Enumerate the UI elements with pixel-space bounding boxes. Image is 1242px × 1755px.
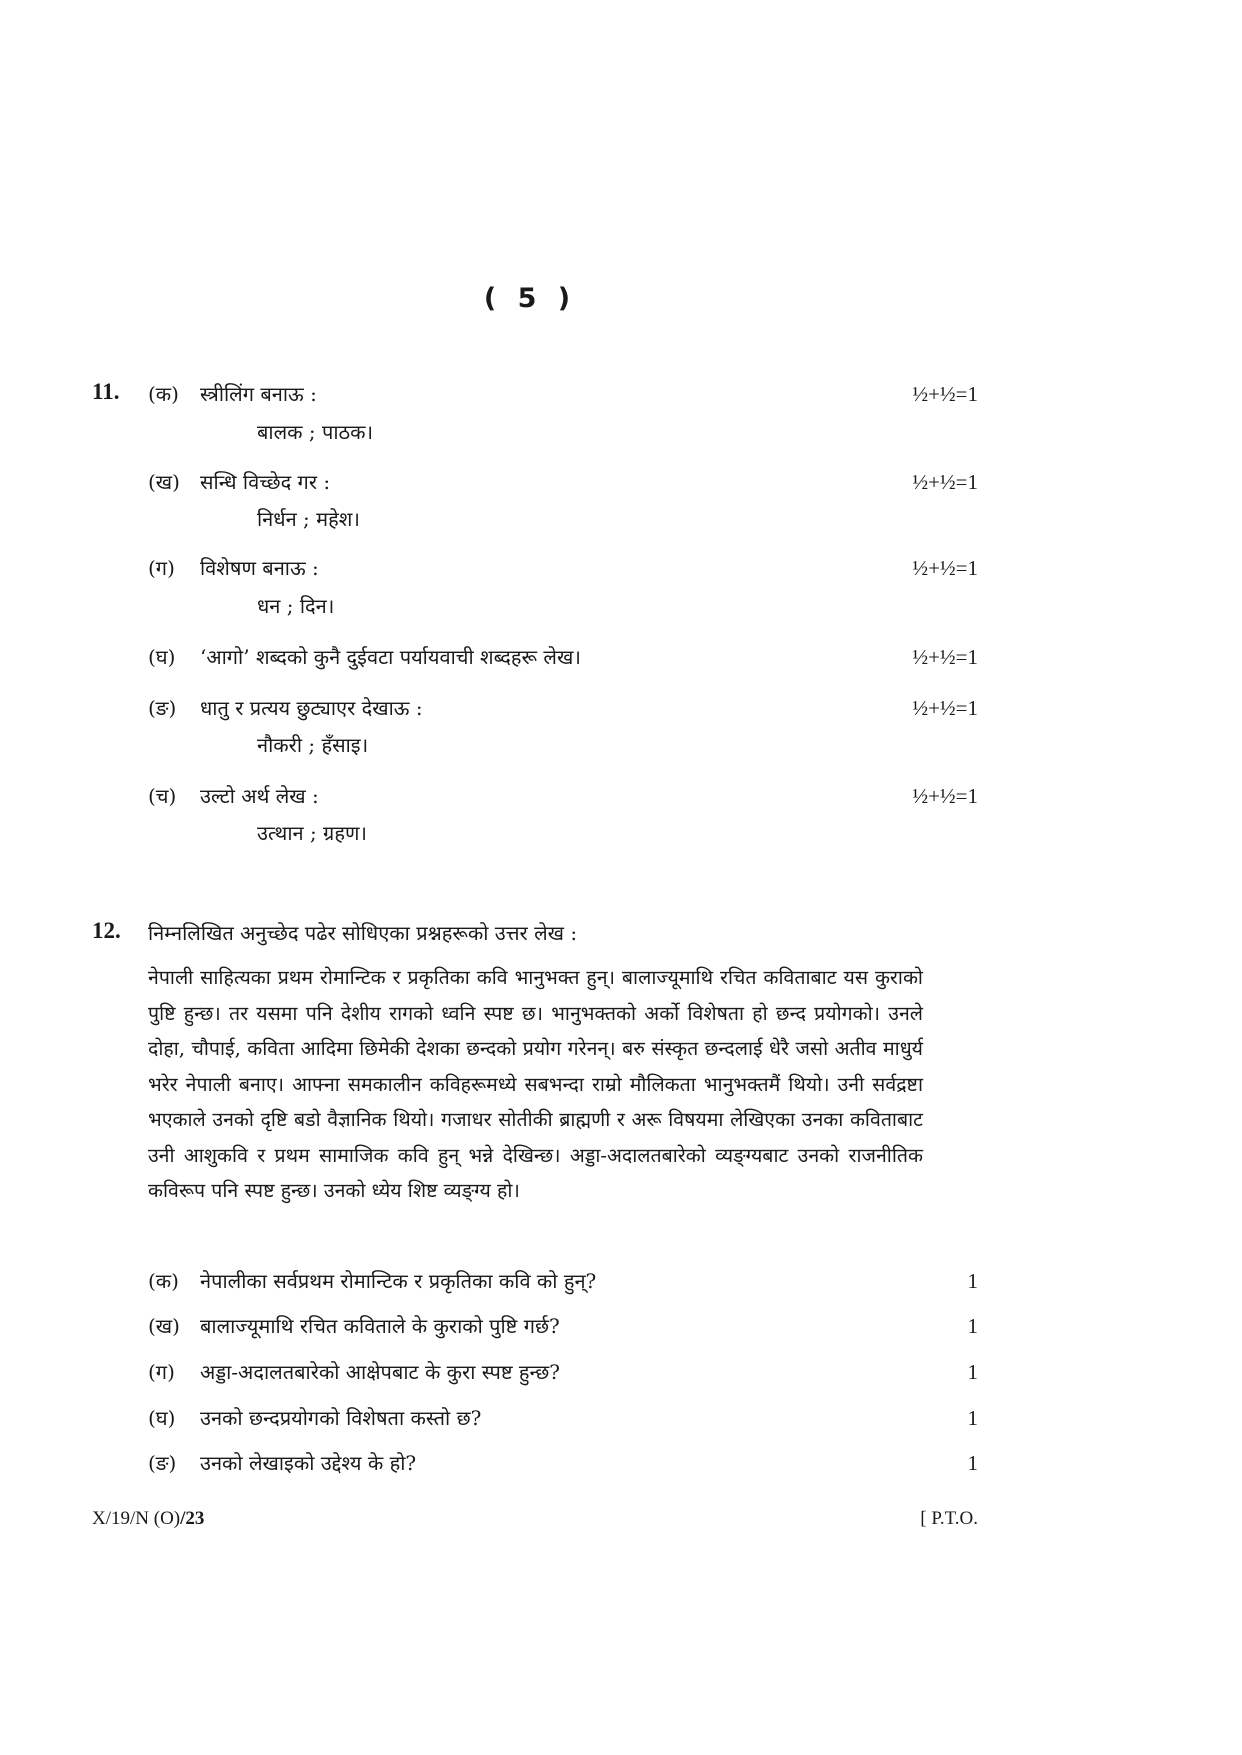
q11-item-cha-sub: उत्थान ; ग्रहण। — [257, 821, 367, 845]
question-marks: 1 — [967, 1451, 978, 1475]
question-text: उनको लेखाइको उद्देश्य के हो? — [200, 1451, 417, 1475]
paper-code-prefix: X/19/N (O) — [92, 1508, 181, 1529]
item-label: (घ) — [148, 645, 176, 669]
paper-code — [92, 1508, 204, 1530]
question-text: उनको छन्दप्रयोगको विशेषता कस्तो छ? — [200, 1406, 482, 1430]
item-label: (ग) — [148, 556, 175, 580]
item-marks: ½+½=1 — [912, 696, 978, 720]
question-label: (घ) — [148, 1406, 176, 1430]
question-marks: 1 — [967, 1360, 978, 1384]
question-label: (ग) — [148, 1360, 175, 1384]
question-11-number: 11. — [92, 379, 120, 404]
q11-item-nga — [148, 693, 978, 723]
item-text: उल्टो अर्थ लेख : — [200, 784, 319, 808]
question-text: नेपालीका सर्वप्रथम रोमान्टिक र प्रकृतिका कवि को हुन्? — [200, 1269, 597, 1293]
question-text: बालाज्यूमाथि रचित कविताले के कुराको पुष्टि गर्छ? — [200, 1314, 560, 1338]
question-marks: 1 — [967, 1269, 978, 1293]
item-text: स्त्रीलिंग बनाऊ : — [200, 382, 317, 406]
paper-code-suffix: /23 — [180, 1508, 205, 1529]
question-12-number: 12. — [92, 918, 121, 943]
q11-item-kha — [148, 467, 978, 497]
question-label: (ख) — [148, 1314, 180, 1338]
q11-item-ka-sub: बालक ; पाठक। — [257, 420, 374, 444]
item-label: (ख) — [148, 470, 180, 494]
item-marks: ½+½=1 — [912, 645, 978, 669]
q12-question-ka — [148, 1266, 978, 1296]
q11-item-cha — [148, 781, 978, 811]
item-text: विशेषण बनाऊ : — [200, 556, 319, 580]
q12-question-nga — [148, 1448, 978, 1478]
q12-question-gha — [148, 1403, 978, 1433]
question-marks: 1 — [967, 1314, 978, 1338]
question-text: अड्डा-अदालतबारेको आक्षेपबाट के कुरा स्पष्ट हुन्छ? — [200, 1360, 561, 1384]
q11-item-ka — [148, 379, 978, 409]
item-label: (ङ) — [148, 696, 177, 720]
item-label: (क) — [148, 382, 179, 406]
reading-passage: नेपाली साहित्यका प्रथम रोमान्टिक र प्रकृतिका कवि भानुभक्त हुन्। बालाज्यूमाथि रचित कविताबाट यस कुराको पुष्टि हुन्छ। तर यसमा पनि देशीय रागको ध्वनि स्पष्ट छ। भानुभक्तको अर्को विशेषता हो छन्द प्रयोगको। उनले दोहा, चौपाई, कविता आदिमा छिमेकी देशका छन्दको प्रयोग गरेनन्। बरु संस्कृत छन्दलाई धेरै जसो अतीव माधुर्य भरेर नेपाली बनाए। आफ्ना समकालीन कविहरूमध्ये सबभन्दा राम्रो मौलिकता भानुभक्तमैं थियो। उनी सर्वद्रष्टा भएकाले उनको दृष्टि बडो वैज्ञानिक थियो। गजाधर सोतीकी ब्राह्मणी र अरू विषयमा लेखिएका उनका कविताबाट उनी आशुकवि र प्रथम सामाजिक कवि हुन् भन्ने देखिन्छ। अड्डा-अदालतबारेको व्यङ्ग्यबाट उनको राजनीतिक कविरूप पनि स्पष्ट हुन्छ। उनको ध्येय शिष्ट व्यङ्ग्य हो। — [148, 966, 923, 1202]
pto-label: [ P.T.O. — [920, 1508, 978, 1529]
q11-item-ga-sub: धन ; दिन। — [257, 594, 335, 618]
item-marks: ½+½=1 — [912, 556, 978, 580]
q11-item-kha-sub: निर्धन ; महेश। — [257, 507, 360, 531]
question-label: (क) — [148, 1269, 179, 1293]
question-label: (ङ) — [148, 1451, 177, 1475]
item-text: सन्धि विच्छेद गर : — [200, 470, 331, 494]
question-marks: 1 — [967, 1406, 978, 1430]
q11-item-ga — [148, 553, 978, 583]
q12-question-ga — [148, 1357, 978, 1387]
item-marks: ½+½=1 — [912, 784, 978, 808]
q12-question-kha — [148, 1311, 978, 1341]
item-marks: ½+½=1 — [912, 382, 978, 406]
page-number: ( 5 ) — [483, 283, 577, 314]
q11-item-gha — [148, 642, 978, 672]
item-text: धातु र प्रत्यय छुट्याएर देखाऊ : — [200, 696, 423, 720]
item-marks: ½+½=1 — [912, 470, 978, 494]
q11-item-nga-sub: नौकरी ; हँसाइ। — [257, 733, 369, 757]
item-label: (च) — [148, 784, 177, 808]
question-12-heading: निम्नलिखित अनुच्छेद पढेर सोधिएका प्रश्नहरूको उत्तर लेख : — [148, 921, 578, 945]
item-text: ‘आगो’ शब्दको कुनै दुईवटा पर्यायवाची शब्दहरू लेख। — [200, 645, 581, 669]
